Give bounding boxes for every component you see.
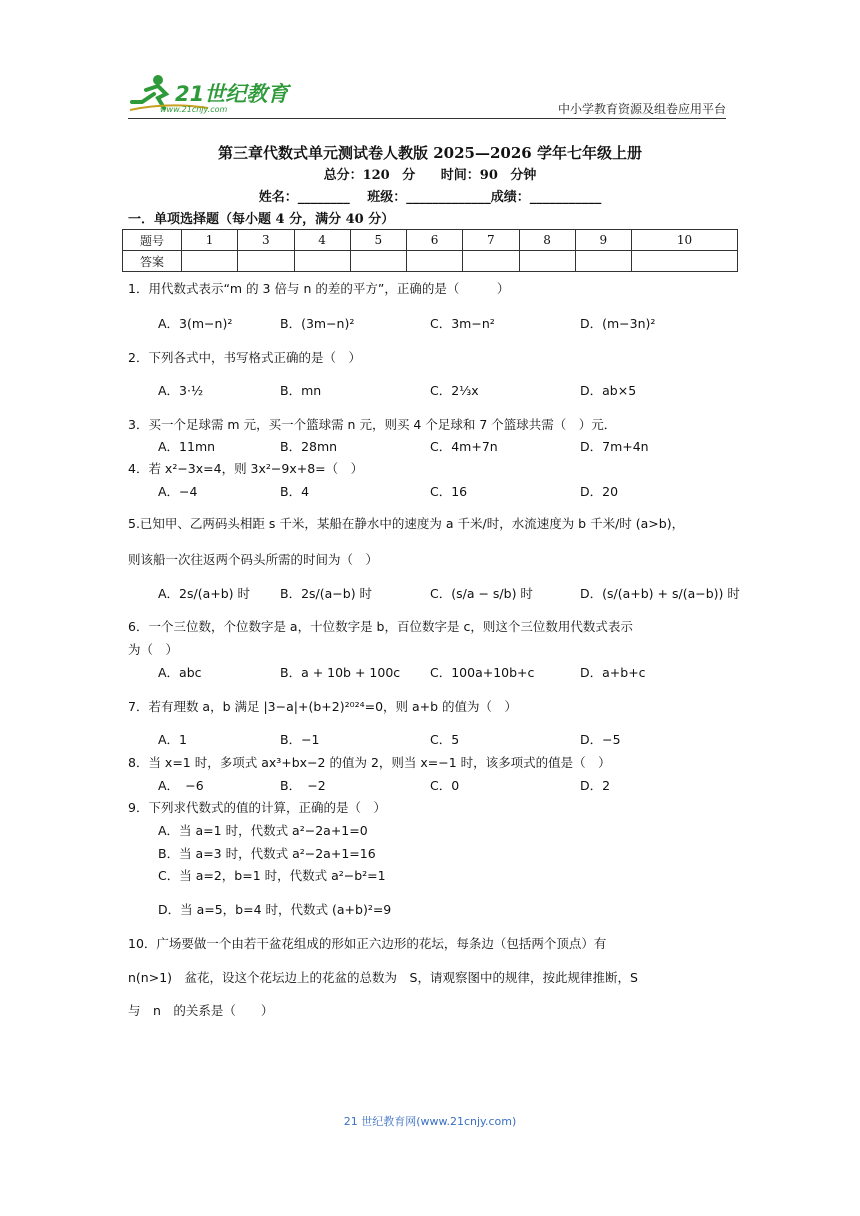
q9-option-a: A．当 a=1 时，代数式 a²−2a+1=0 [158,823,368,838]
table-cell: 1 [182,230,238,251]
q2-option-c: C．2⅓x [430,383,479,398]
answer-cell[interactable] [350,251,406,272]
q2-option-a: A．3·½ [158,383,204,398]
table-row [123,251,738,272]
q4-option-c: C．16 [430,484,468,499]
q6-option-c: C．100a+10b+c [430,665,535,680]
q3-option-b: B．28mn [280,439,338,454]
table-cell: 4 [294,230,350,251]
q7-option-a: A．1 [158,732,188,747]
q4-option-a: A．−4 [158,484,198,499]
page-title: 第三章代数式单元测试卷人教版 2025—2026 学年七年级上册 [218,144,642,162]
table-cell: 7 [463,230,519,251]
q1-option-b: B．(3m−n)² [280,316,355,331]
q5-option-d: D．(s/(a+b) + s/(a−b)) 时 [580,586,740,601]
q6-option-a: A．abc [158,665,202,680]
question-10-line-3: 与 n 的关系是（ ） [128,1003,274,1018]
question-6-line-1: 6．一个三位数，个位数字是 a，十位数字是 b，百位数字是 c，则这个三位数用代数式表示 [128,619,633,634]
table-cell: 6 [407,230,463,251]
q3-option-a: A．11mn [158,439,216,454]
q4-option-b: B．4 [280,484,310,499]
q2-option-d: D．ab×5 [580,383,637,398]
answer-table [122,229,738,272]
q1-option-a: A．3(m−n)² [158,316,233,331]
answer-cell[interactable] [575,251,631,272]
footer-link[interactable]: 21 世纪教育网(www.21cnjy.com) [343,1115,517,1128]
table-cell: 8 [519,230,575,251]
answer-cell[interactable] [238,251,294,272]
table-row [123,230,738,251]
table-cell: 10 [632,230,738,251]
question-5-line-2: 则该船一次往返两个码头所需的时间为（ ） [128,552,379,567]
q7-option-d: D．−5 [580,732,621,747]
q5-option-c: C．(s/a − s/b) 时 [430,586,533,601]
logo-text: 21世纪教育 [175,82,289,106]
answer-cell[interactable] [632,251,738,272]
question-3: 3．买一个足球需 m 元，买一个篮球需 n 元，则买 4 个足球和 7 个篮球共需（ ）元． [128,417,617,432]
q9-option-b: B．当 a=3 时，代数式 a²−2a+1=16 [158,846,376,861]
table-cell: 9 [575,230,631,251]
table-header-cell: 答案 [123,251,182,272]
question-10-line-1: 10．广场要做一个由若干盆花组成的形如正六边形的花坛，每条边（包括两个顶点）有 [128,936,607,951]
q6-option-d: D．a+b+c [580,665,646,680]
logo-url: www.21cnjy.com [160,105,228,114]
header-divider [128,118,726,119]
q5-option-a: A．2s/(a+b) 时 [158,586,251,601]
question-7: 7．若有理数 a，b 满足 |3−a|+(b+2)²⁰²⁴=0，则 a+b 的值为（ ） [128,699,518,714]
question-9: 9．下列求代数式的值的计算，正确的是（ ） [128,800,386,815]
table-header-cell: 题号 [123,230,182,251]
table-cell: 3 [238,230,294,251]
exam-meta: 总分：120 分 时间：90 分钟 [323,168,537,183]
q7-option-c: C．5 [430,732,460,747]
q6-option-b: B．a + 10b + 100c [280,665,401,680]
q9-option-d: D．当 a=5，b=4 时，代数式 (a+b)²=9 [158,902,392,917]
q4-option-d: D．20 [580,484,619,499]
question-8: 8．当 x=1 时，多项式 ax³+bx−2 的值为 2，则当 x=−1 时，该多项式的值是（ ） [128,755,611,770]
q3-option-c: C．4m+7n [430,439,498,454]
q8-option-b: B． −2 [280,778,326,793]
q5-option-b: B．2s/(a−b) 时 [280,586,373,601]
platform-name: 中小学教育资源及组卷应用平台 [557,102,726,116]
question-10-line-2: n(n>1) 盆花，设这个花坛边上的花盆的总数为 S，请观察图中的规律，按此规律推断，S [128,970,638,985]
question-6-line-2: 为（ ） [128,642,179,657]
q1-option-c: C．3m−n² [430,316,495,331]
answer-cell[interactable] [407,251,463,272]
q8-option-c: C．0 [430,778,460,793]
answer-cell[interactable] [519,251,575,272]
q8-option-a: A． −6 [158,778,204,793]
question-5-line-1: 5.已知甲、乙两码头相距 s 千米，某船在静水中的速度为 a 千米/时，水流速度为 b 千米/时 (a>b)， [128,516,685,531]
table-cell: 5 [350,230,406,251]
question-1: 1．用代数式表示“m 的 3 倍与 n 的差的平方”，正确的是（ ） [128,281,510,296]
student-fields: 姓名：________ 班级：_____________成绩：___________ [258,190,602,205]
question-2: 2．下列各式中，书写格式正确的是（ ） [128,350,361,365]
section-heading: 一．单项选择题（每小题 4 分，满分 40 分） [128,212,395,227]
q2-option-b: B．mn [280,383,322,398]
q1-option-d: D．(m−3n)² [580,316,656,331]
q7-option-b: B．−1 [280,732,320,747]
q8-option-d: D．2 [580,778,611,793]
question-4: 4．若 x²−3x=4，则 3x²−9x+8=（ ） [128,461,364,476]
q3-option-d: D．7m+4n [580,439,649,454]
answer-cell[interactable] [463,251,519,272]
answer-cell[interactable] [182,251,238,272]
q9-option-c: C．当 a=2，b=1 时，代数式 a²−b²=1 [158,868,386,883]
answer-cell[interactable] [294,251,350,272]
